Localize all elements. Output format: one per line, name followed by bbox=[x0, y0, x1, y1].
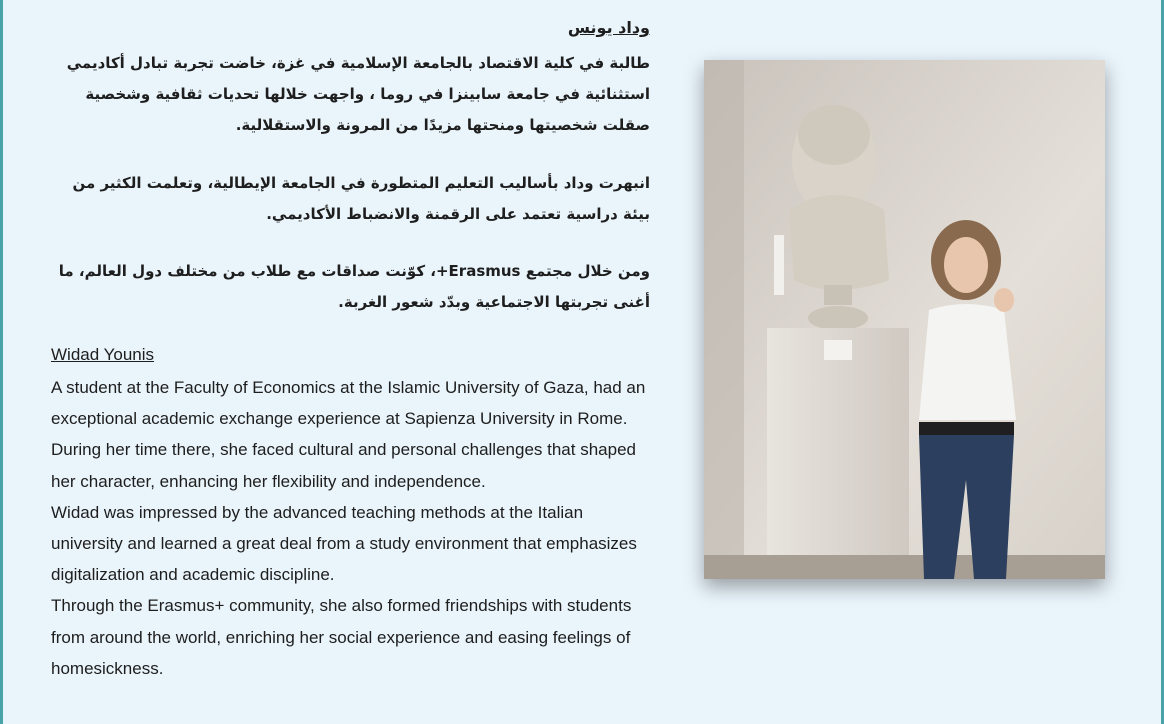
pedestal bbox=[767, 328, 909, 579]
arabic-paragraph-1: طالبة في كلية الاقتصاد بالجامعة الإسلامية في غزة، خاضت تجربة تبادل أكاديمي استثنائية في جامعة سابينزا في روما ، واجهت خلالها تحديات ثقافية وشخصية صقلت شخصيتها ومنحتها مزيدًا من المرونة والاستقلالية. bbox=[66, 54, 650, 134]
arabic-name-heading: وداد يونس bbox=[567, 18, 650, 37]
english-name-heading: Widad Younis bbox=[51, 345, 155, 364]
wall-corner bbox=[704, 60, 744, 579]
floor bbox=[704, 555, 1105, 579]
english-paragraph-3: Through the Erasmus+ community, she also formed friendships with students from around the world, enriching her social experience and easing feelings of homesickness. bbox=[51, 596, 632, 678]
photo-illustration bbox=[704, 60, 1105, 579]
pedestal-label bbox=[824, 340, 852, 360]
english-body bbox=[51, 372, 659, 684]
english-paragraph-1: A student at the Faculty of Economics at the Islamic University of Gaza, had an exceptional academic exchange experience at Sapienza University in Rome. During her time there, she faced cultural and personal challenges that shaped her character, enhancing her flexibility and independence. bbox=[51, 378, 646, 491]
arabic-paragraph-3: ومن خلال مجتمع Erasmus+، كوّنت صداقات مع طلاب من مختلف دول العالم، ما أغنى تجربتها الاجتماعية وبدّد شعور الغربة. bbox=[58, 262, 650, 311]
student-photo bbox=[704, 60, 1105, 579]
wall-label bbox=[774, 235, 784, 295]
arabic-paragraph-2: انبهرت وداد بأساليب التعليم المتطورة في الجامعة الإيطالية، وتعلمت الكثير من بيئة دراسية تعتمد على الرقمنة والانضباط الأكاديمي. bbox=[72, 174, 650, 223]
english-paragraph-2: Widad was impressed by the advanced teaching methods at the Italian university and learned a great deal from a study environment that emphasizes digitalization and academic discipline. bbox=[51, 502, 637, 585]
